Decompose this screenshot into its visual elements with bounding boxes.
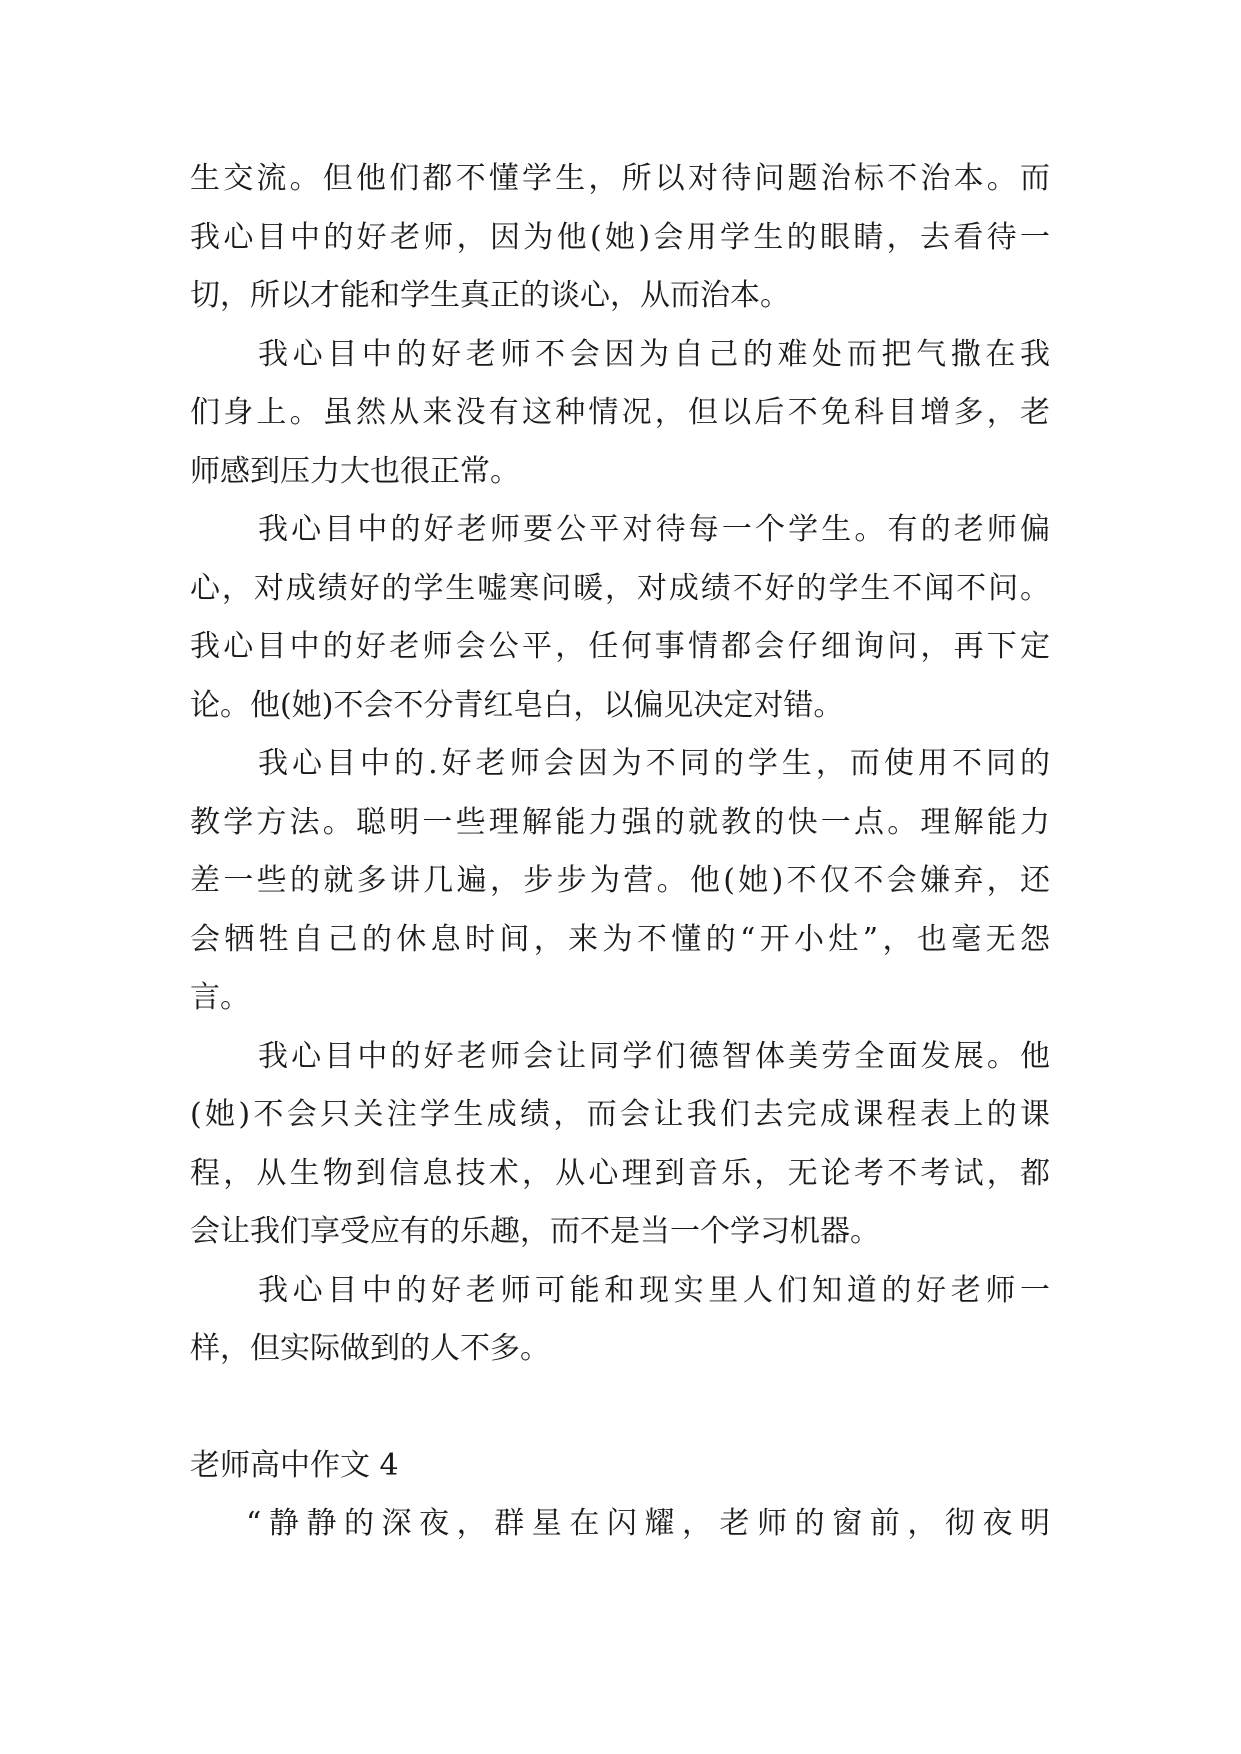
paragraph	[190, 501, 1050, 735]
paragraph	[190, 326, 1050, 502]
text-line: 我心目中的好老师要公平对待每一个学生。有的老师偏	[258, 512, 1050, 547]
text-line: 差一些的就多讲几遍，步步为营。他(她)不仅不会嫌弃，还	[190, 863, 1050, 898]
text-line: 会牺牲自己的休息时间，来为不懂的“开小灶”，也毫无怨	[190, 921, 1050, 957]
paragraph	[190, 735, 1050, 1028]
text-line: 言。	[190, 980, 250, 1015]
text-line: 论。他(她)不会不分青红皂白，以偏见决定对错。	[190, 687, 844, 723]
text-line: 我心目中的好老师可能和现实里人们知道的好老师一	[258, 1272, 1050, 1308]
paragraph	[190, 1028, 1050, 1262]
text-line: 我心目中的好老师，因为他(她)会用学生的眼睛，去看待一	[190, 219, 1050, 255]
text-line: 教学方法。聪明一些理解能力强的就教的快一点。理解能力	[190, 804, 1050, 840]
text-line: 程，从生物到信息技术，从心理到音乐，无论考不考试，都	[190, 1155, 1050, 1191]
section-heading: 老师高中作文 4	[190, 1447, 399, 1483]
paragraph	[190, 150, 1050, 326]
text-line: 切，所以才能和学生真正的谈心，从而治本。	[190, 278, 790, 313]
section-gap	[190, 1379, 1050, 1437]
text-line: 我心目中的好老师不会因为自己的难处而把气撒在我	[258, 336, 1050, 372]
text-line: “静静的深夜，群星在闪耀，老师的窗前，彻夜明	[246, 1506, 1050, 1541]
text-line: 心，对成绩好的学生嘘寒问暖，对成绩不好的学生不闻不问。	[190, 570, 1050, 606]
paragraph	[190, 1262, 1050, 1379]
text-line: (她)不会只关注学生成绩，而会让我们去完成课程表上的课	[190, 1097, 1050, 1132]
text-line: 样，但实际做到的人不多。	[190, 1331, 550, 1366]
text-line: 我心目中的.好老师会因为不同的学生，而使用不同的	[258, 746, 1050, 781]
text-line: 我心目中的好老师会让同学们德智体美劳全面发展。他	[258, 1038, 1050, 1074]
text-line: 生交流。但他们都不懂学生，所以对待问题治标不治本。而	[190, 161, 1050, 196]
text-line: 们身上。虽然从来没有这种情况，但以后不免科目增多，老	[190, 395, 1050, 430]
text-line: 师感到压力大也很正常。	[190, 453, 520, 489]
document-page	[190, 150, 1050, 1554]
text-line: 会让我们享受应有的乐趣，而不是当一个学习机器。	[190, 1214, 880, 1249]
text-line: 我心目中的好老师会公平，任何事情都会仔细询问，再下定	[190, 629, 1050, 664]
